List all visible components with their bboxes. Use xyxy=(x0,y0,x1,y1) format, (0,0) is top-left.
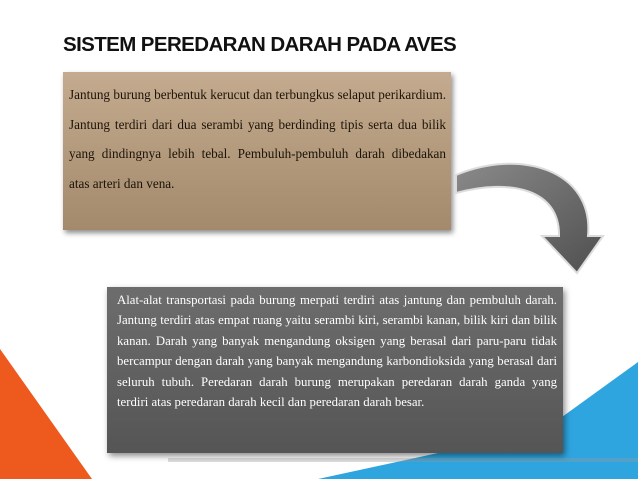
slide-title: SISTEM PEREDARAN DARAH PADA AVES xyxy=(63,33,457,56)
paragraph-2-text: Alat-alat transportasi pada burung merpati terdiri atas jantung dan pembuluh darah. Jantung terdiri atas empat ruang yaitu serambi kiri, serambi kanan, bilik kiri dan bilik kanan. Darah yang banyak mengandung oksigen yang berasal dari paru-paru tidak bercampur dengan darah yang banyak mengandung karbondioksida yang berasal dari seluruh tubuh. Peredaran darah burung merupakan peredaran darah ganda yang terdiri atas peredaran darah kecil dan peredaran darah besar. xyxy=(117,293,557,410)
paragraph-box-2 xyxy=(107,287,563,453)
paragraph-1-text: Jantung burung berbentuk kerucut dan terbungkus selaput perikardium. Jantung terdiri dari dua serambi yang berdinding tipis serta dua bilik yang dindingnya lebih tebal. Pembuluh-pembuluh darah dibedakan atas arteri dan vena. xyxy=(69,87,446,191)
arrow-body xyxy=(456,164,603,273)
